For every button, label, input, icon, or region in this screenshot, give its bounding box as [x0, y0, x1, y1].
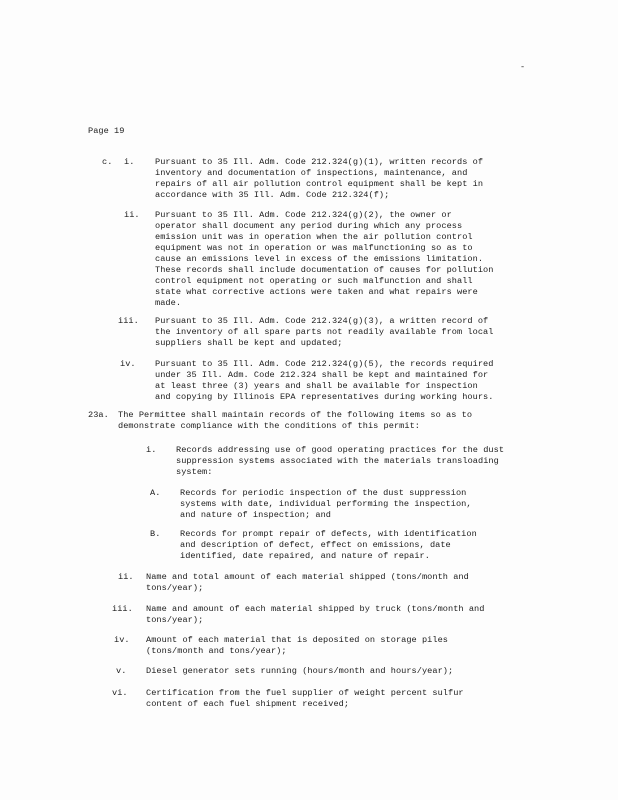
paragraph-line: and description of defect, effect on emissions, date	[180, 540, 451, 550]
sub-item-letter: B.	[150, 529, 161, 539]
paragraph-line: under 35 Ill. Adm. Code 212.324 shall be kept and maintained for	[155, 370, 489, 380]
item-num: ii.	[118, 572, 134, 582]
item-num: iv.	[120, 359, 136, 369]
paragraph-line: cause an emissions level in excess of the emissions limitation.	[155, 254, 484, 264]
paragraph-line: systems with date, individual performing the inspection,	[180, 499, 472, 509]
paragraph-line: Pursuant to 35 Ill. Adm. Code 212.324(g)(5), the records required	[155, 359, 494, 369]
paragraph-line: Pursuant to 35 Ill. Adm. Code 212.324(g)(1), written records of	[155, 157, 484, 167]
paragraph-line: Records addressing use of good operating practices for the dust	[176, 445, 505, 455]
paragraph-line: at least three (3) years and shall be available for inspection	[155, 381, 478, 391]
paragraph-line: and nature of inspection; and	[180, 510, 332, 520]
paragraph-line: equipment was not in operation or was malfunctioning so as to	[155, 243, 473, 253]
paragraph-line: control equipment not operating or such malfunction and shall	[155, 276, 473, 286]
paragraph-line: Pursuant to 35 Ill. Adm. Code 212.324(g)(2), the owner or	[155, 210, 452, 220]
paragraph-line: state what corrective actions were taken and what repairs were	[155, 287, 478, 297]
paragraph-line: and copying by Illinois EPA representatives during working hours.	[155, 392, 494, 402]
paragraph-line: accordance with 35 Ill. Adm. Code 212.324(f);	[155, 190, 390, 200]
paragraph-line: tons/year);	[146, 615, 204, 625]
item-num: iii.	[112, 604, 133, 614]
paragraph-line: Records for prompt repair of defects, with identification	[180, 529, 477, 539]
item-num: iii.	[118, 316, 139, 326]
paragraph-line: Name and amount of each material shipped by truck (tons/month and	[146, 604, 485, 614]
paragraph-line: Diesel generator sets running (hours/month and hours/year);	[146, 666, 454, 676]
paragraph-line: Records for periodic inspection of the dust suppression	[180, 488, 467, 498]
paragraph-line: repairs of all air pollution control equipment shall be kept in	[155, 179, 484, 189]
paragraph-line: content of each fuel shipment received;	[146, 699, 350, 709]
paragraph-line: Certification from the fuel supplier of weight percent sulfur	[146, 688, 464, 698]
paragraph-line: These records shall include documentation of causes for pollution	[155, 265, 494, 275]
paragraph-line: emission unit was in operation when the air pollution control	[155, 232, 473, 242]
paragraph-line: identified, date repaired, and nature of repair.	[180, 551, 430, 561]
paragraph-line: (tons/month and tons/year);	[146, 646, 287, 656]
paragraph-line: demonstrate compliance with the conditions of this permit:	[118, 421, 421, 431]
paragraph-line: suppliers shall be kept and updated;	[155, 338, 343, 348]
paragraph-line: tons/year);	[146, 583, 204, 593]
item-num: vi.	[112, 688, 128, 698]
paragraph-line: The Permittee shall maintain records of the following items so as to	[118, 410, 473, 420]
item-num: i.	[124, 157, 135, 167]
paragraph-line: Amount of each material that is deposited on storage piles	[146, 635, 449, 645]
sub-item-letter: A.	[150, 488, 161, 498]
section-c-label: c.	[102, 157, 113, 167]
item-num: ii.	[124, 210, 140, 220]
paragraph-line: Name and total amount of each material shipped (tons/month and	[146, 572, 469, 582]
item-num: iv.	[114, 635, 130, 645]
paragraph-line: the inventory of all spare parts not readily available from local	[155, 327, 494, 337]
paragraph-line: operator shall document any period during which any process	[155, 221, 463, 231]
page-label: Page 19	[88, 126, 125, 136]
paragraph-line: made.	[155, 298, 182, 308]
corner-mark: -	[520, 62, 526, 72]
paragraph-line: inventory and documentation of inspections, maintenance, and	[155, 168, 468, 178]
section-23a-label: 23a.	[88, 410, 109, 420]
item-num: i.	[146, 445, 157, 455]
item-num: v.	[116, 666, 127, 676]
paragraph-line: system:	[176, 467, 213, 477]
paragraph-line: suppression systems associated with the materials transloading	[176, 456, 499, 466]
paragraph-line: Pursuant to 35 Ill. Adm. Code 212.324(g)(3), a written record of	[155, 316, 489, 326]
